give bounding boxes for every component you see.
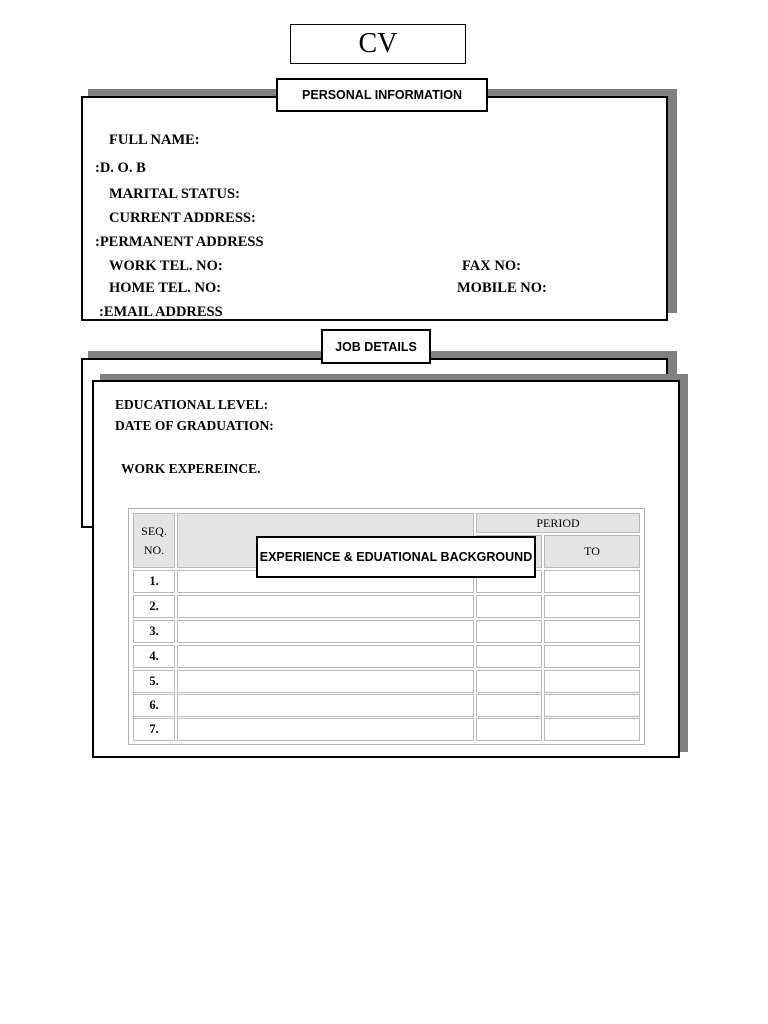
row-to-cell [544,645,640,668]
personal-info-heading: PERSONAL INFORMATION [276,78,488,112]
work-experience-label: WORK EXPEREINCE. [121,461,261,476]
row-description-cell [177,645,474,668]
row-to-cell [544,620,640,643]
row-to-cell [544,694,640,717]
full-name-label: FULL NAME: [109,132,200,148]
marital-status-label: MARITAL STATUS: [109,186,240,202]
period-header [476,513,640,533]
row-description-cell [177,620,474,643]
to-header [544,535,640,568]
row-from-cell [476,670,542,693]
seq-header [133,513,175,568]
mobile-label: MOBILE NO: [457,280,547,296]
row-number: 5. [133,670,175,693]
row-description-cell [177,670,474,693]
row-description-cell [177,595,474,618]
fax-label: FAX NO: [462,258,521,274]
educational-level-label: EDUCATIONAL LEVEL: [115,397,269,412]
permanent-address-label: :PERMANENT ADDRESS [95,234,264,250]
row-from-cell [476,718,542,741]
row-number: 1. [133,570,175,593]
row-number: 7. [133,718,175,741]
seq-header-line2: NO. [143,542,165,557]
cv-title-box [290,24,466,64]
row-to-cell [544,718,640,741]
seq-header-line1: SEQ. [141,523,167,538]
row-to-cell [544,595,640,618]
row-from-cell [476,694,542,717]
row-number: 3. [133,620,175,643]
personal-section [81,96,668,321]
email-label: :EMAIL ADDRESS [99,304,223,320]
job-section-front [92,380,680,758]
row-from-cell [476,620,542,643]
row-number: 4. [133,645,175,668]
row-from-cell [476,595,542,618]
home-tel-label: HOME TEL. NO: [109,280,222,296]
row-number: 2. [133,595,175,618]
date-of-graduation-label: DATE OF GRADUATION: [115,418,274,433]
row-description-cell [177,718,474,741]
dob-label: :D. O. B [95,160,146,176]
experience-background-banner: EXPERIENCE & EDUATIONAL BACKGROUND [256,536,536,578]
row-to-cell [544,570,640,593]
row-to-cell [544,670,640,693]
row-from-cell [476,645,542,668]
job-details-heading: JOB DETAILS [321,329,431,364]
to-header-label: TO [584,544,600,558]
current-address-label: CURRENT ADDRESS: [109,210,256,226]
work-tel-label: WORK TEL. NO: [109,258,223,274]
cv-title: CV [358,28,398,59]
period-header-label: PERIOD [536,515,580,530]
row-description-cell [177,694,474,717]
row-number: 6. [133,694,175,717]
